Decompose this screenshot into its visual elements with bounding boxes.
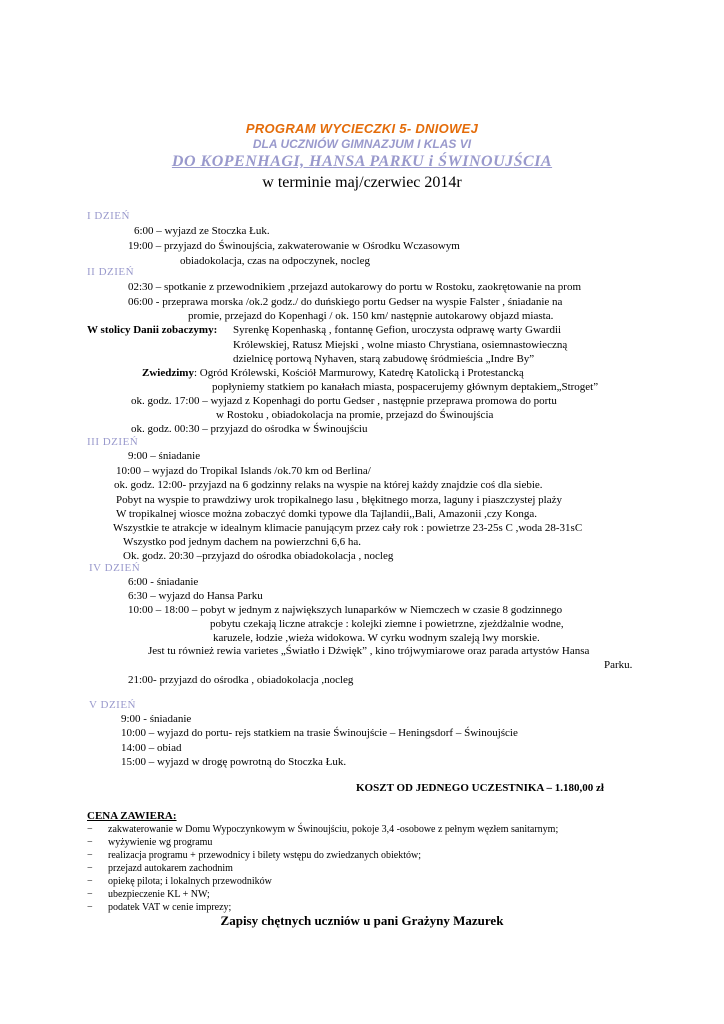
day2-end-line: ok. godz. 00:30 – przyjazd do ośrodka w Świnoujściu bbox=[131, 423, 368, 435]
day4-line: 21:00- przyjazd do ośrodka , obiadokolacja ,nocleg bbox=[128, 674, 354, 686]
day2-end-line: ok. godz. 17:00 – wyjazd z Kopenhagi do portu Gedser , następnie przeprawa promowa do portu bbox=[131, 395, 557, 407]
day4-line: pobytu czekają liczne atrakcje : kolejki ziemne i powietrzne, zjeżdżalnie wodne, bbox=[210, 618, 564, 630]
day2-title: II DZIEŃ bbox=[87, 266, 135, 278]
day3-line: W tropikalnej wiosce można zobaczyć domki typowe dla Tajlandii,,Bali, Amazonii ,czy Konga. bbox=[116, 508, 537, 520]
day3-line: 9:00 – śniadanie bbox=[128, 450, 201, 462]
included-item: − ubezpieczenie KL + NW; bbox=[87, 889, 210, 900]
day3-line: Wszystkie te atrakcje w idealnym klimacie panującym przez cały rok : powietrze 23-25s C ,woda 28-31sC bbox=[113, 522, 583, 534]
day3-line: Wszystko pod jednym dachem na powierzchni 6,6 ha. bbox=[123, 536, 361, 548]
day5-line: 15:00 – wyjazd w drogę powrotną do Stoczka Łuk. bbox=[121, 756, 347, 768]
subtitle-audience: DLA UCZNIÓW GIMNAZJUM I KLAS VI bbox=[252, 137, 472, 151]
day3-title: III DZIEŃ bbox=[87, 436, 139, 448]
signup-note: Zapisy chętnych uczniów u pani Grażyny Mazurek bbox=[220, 913, 504, 928]
day5-line: 14:00 – obiad bbox=[121, 742, 182, 754]
included-item: − opiekę pilota; i lokalnych przewodników bbox=[87, 876, 272, 887]
included-item: − zakwaterowanie w Domu Wypoczynkowym w Świnoujściu, pokoje 3,4 -osobowe z pełnym węzłem sanitarnym; bbox=[87, 824, 559, 835]
bullet-icon: − bbox=[87, 837, 93, 848]
included-item: − wyżywienie wg programu bbox=[87, 837, 213, 848]
visit-label: Zwiedzimy bbox=[142, 367, 194, 379]
day4-title: IV DZIEŃ bbox=[89, 562, 141, 574]
day4-line: Jest tu również rewia varietes „Światło i Dźwięk” , kino trójwymiarowe oraz parada artystów Hansa bbox=[148, 645, 590, 657]
day2-line: promie, przejazd do Kopenhagi / ok. 150 km/ następnie autokarowy objazd miasta. bbox=[188, 310, 554, 322]
title-program: PROGRAM WYCIECZKI 5- DNIOWEJ bbox=[245, 121, 479, 136]
capital-line: Syrenkę Kopenhaską , fontannę Gefion, uroczysta odprawę warty Gwardii bbox=[233, 324, 562, 336]
day4-line: 6:30 – wyjazd do Hansa Parku bbox=[128, 590, 263, 602]
bullet-icon: − bbox=[87, 863, 93, 874]
day4-line: 10:00 – 18:00 – pobyt w jednym z największych lunaparków w Niemczech w czasie 8 godzinnego bbox=[128, 604, 563, 616]
included-item: − przejazd autokarem zachodnim bbox=[87, 863, 233, 874]
day1-line: 19:00 – przyjazd do Świnoujścia, zakwaterowanie w Ośrodku Wczasowym bbox=[128, 240, 460, 252]
day3-line: Pobyt na wyspie to prawdziwy urok tropikalnego lasu , błękitnego morza, laguny i piaszczystej plaży bbox=[116, 494, 562, 506]
capital-line: dzielnicę portową Nyhaven, starą zabudowę śródmieścia „Indre By” bbox=[233, 353, 535, 365]
capital-line: Królewskiej, Ratusz Miejski , wolne miasto Chrystiana, osiemnastowieczną bbox=[233, 339, 568, 351]
day5-line: 10:00 – wyjazd do portu- rejs statkiem na trasie Świnoujście – Heningsdorf – Świnoujście bbox=[121, 727, 518, 739]
day2-line: 02:30 – spotkanie z przewodnikiem ,przejazd autokarowy do portu w Rostoku, zaokrętowanie na prom bbox=[128, 281, 582, 293]
day3-line: ok. godz. 12:00- przyjazd na 6 godzinny relaks na wyspie na której każdy znajdzie coś dla siebie. bbox=[114, 479, 543, 491]
day4-line: 6:00 - śniadanie bbox=[128, 576, 199, 588]
price-summary: KOSZT OD JEDNEGO UCZESTNIKA – 1.180,00 zł bbox=[356, 782, 604, 794]
day3-line: Ok. godz. 20:30 –przyjazd do ośrodka obiadokolacja , nocleg bbox=[123, 550, 394, 562]
included-heading: CENA ZAWIERA: bbox=[87, 810, 177, 822]
day2-line: 06:00 - przeprawa morska /ok.2 godz./ do duńskiego portu Gedser na wyspie Falster , śniadanie na bbox=[128, 296, 563, 308]
subtitle-destinations: DO KOPENHAGI, HANSA PARKU i ŚWINOUJŚCIA bbox=[171, 153, 553, 170]
visit-line: : Ogród Królewski, Kościół Marmurowy, Katedrę Katolicką i Protestancką bbox=[193, 367, 524, 379]
visit-line: popłyniemy statkiem po kanałach miasta, pospacerujemy głównym deptakiem„Stroget” bbox=[212, 381, 599, 393]
day2-end-line: w Rostoku , obiadokolacja na promie, przejazd do Świnoujścia bbox=[216, 409, 494, 421]
day5-line: 9:00 - śniadanie bbox=[121, 713, 192, 725]
day1-line: obiadokolacja, czas na odpoczynek, nocleg bbox=[180, 255, 370, 267]
subtitle-term: w terminie maj/czerwiec 2014r bbox=[262, 174, 462, 191]
bullet-icon: − bbox=[87, 889, 93, 900]
capital-label: W stolicy Danii zobaczymy: bbox=[87, 324, 218, 336]
included-item: − podatek VAT w cenie imprezy; bbox=[87, 902, 232, 913]
bullet-icon: − bbox=[87, 850, 93, 861]
included-item: − realizacja programu + przewodnicy i bilety wstępu do zwiedzanych obiektów; bbox=[87, 850, 422, 861]
visit-row bbox=[142, 367, 524, 380]
day1-line: 6:00 – wyjazd ze Stoczka Łuk. bbox=[134, 225, 270, 237]
day5-title: V DZIEŃ bbox=[89, 699, 136, 711]
day3-line: 10:00 – wyjazd do Tropikal Islands /ok.70 km od Berlina/ bbox=[116, 465, 371, 477]
bullet-icon: − bbox=[87, 902, 93, 913]
day4-line: karuzele, łodzie ,wieża widokowa. W cyrku wodnym szaleją lwy morskie. bbox=[213, 632, 540, 644]
bullet-icon: − bbox=[87, 824, 93, 835]
day1-title: I DZIEŃ bbox=[87, 210, 130, 222]
bullet-icon: − bbox=[87, 876, 93, 887]
day4-line: Parku. bbox=[604, 659, 633, 671]
